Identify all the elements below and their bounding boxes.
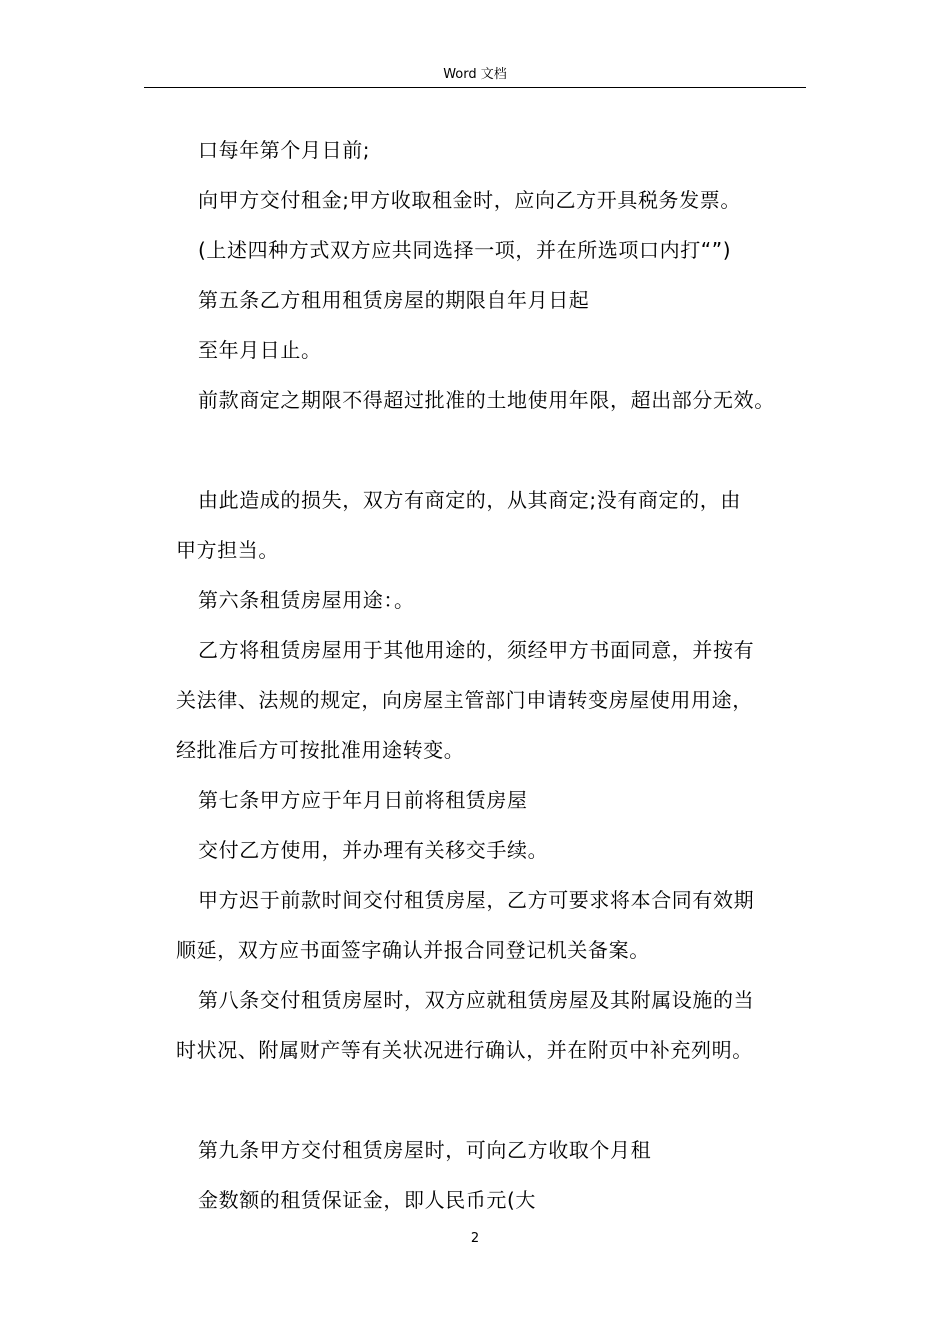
body-line: 前款商定之期限不得超过批准的土地使用年限，超出部分无效。 [198,388,775,412]
body-line: 第九条甲方交付租赁房屋时，可向乙方收取个月租 [198,1138,652,1162]
body-line: 交付乙方使用，并办理有关移交手续。 [198,838,549,862]
body-line: 第五条乙方租用租赁房屋的期限自年月日起 [198,288,590,312]
body-line: 金数额的租赁保证金，即人民币元(大 [198,1188,537,1212]
body-line: 向甲方交付租金;甲方收取租金时，应向乙方开具税务发票。 [198,188,741,212]
header-rule [144,87,806,88]
body-line: 第六条租赁房屋用途：。 [198,588,415,612]
body-line: 乙方将租赁房屋用于其他用途的，须经甲方书面同意，并按有 [198,638,755,662]
body-line: 由此造成的损失，双方有商定的，从其商定;没有商定的，由 [198,488,741,512]
body-line: 时状况、附属财产等有关状况进行确认，并在附页中补充列明。 [176,1038,753,1062]
body-line: 甲方担当。 [176,538,279,562]
body-line: 第七条甲方应于年月日前将租赁房屋 [198,788,528,812]
body-line: 关法律、法规的规定，向房屋主管部门申请转变房屋使用用途， [176,688,753,712]
page-header: Word 文档 [443,67,507,82]
body-line: 顺延，双方应书面签字确认并报合同登记机关备案。 [176,938,650,962]
body-line: 至年月日止。 [198,338,322,362]
body-line: 经批准后方可按批准用途转变。 [176,738,465,762]
body-line: 第八条交付租赁房屋时，双方应就租赁房屋及其附属设施的当 [198,988,755,1012]
body-line: 甲方迟于前款时间交付租赁房屋，乙方可要求将本合同有效期 [198,888,755,912]
body-line: (上述四种方式双方应共同选择一项，并在所选项口内打“”) [198,238,732,262]
page-number: 2 [470,1231,480,1246]
body-line: 口每年第个月日前; [198,138,371,162]
